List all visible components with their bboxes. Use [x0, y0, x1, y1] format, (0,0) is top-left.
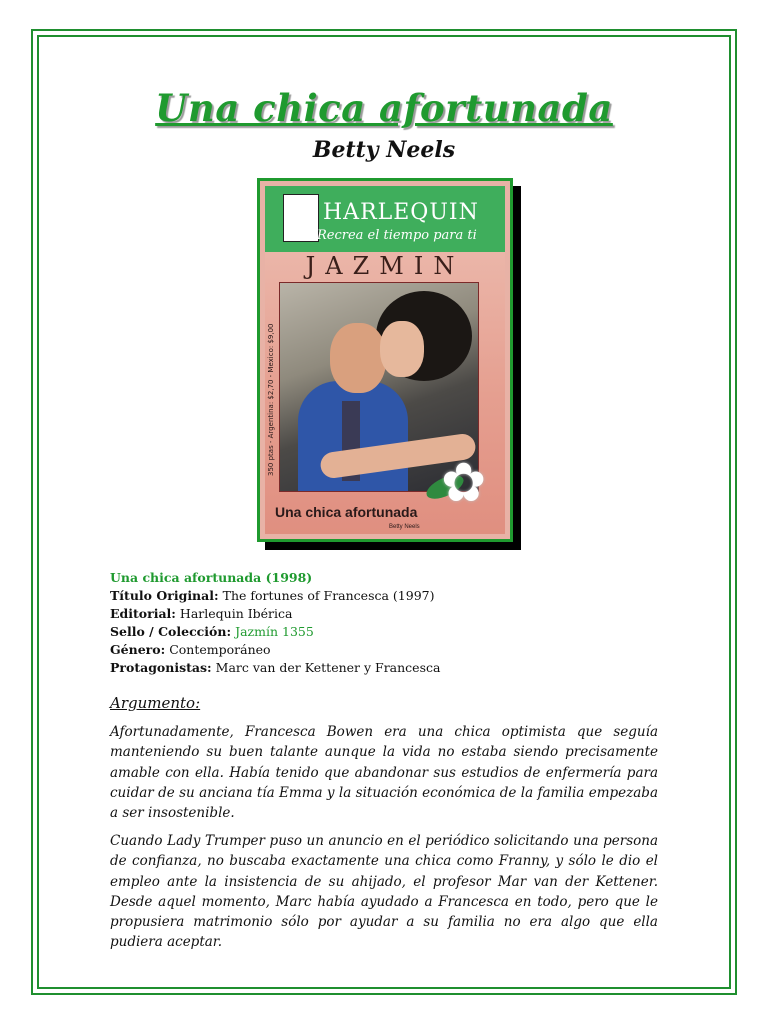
argument-paragraph-2: Cuando Lady Trumper puso un anuncio en el periódico solicitando una persona de confianza, no buscaba exactamente una chica como Franny, y sólo le dio el empleo ante la insistencia de su ahijado, el profesor Mar van der Kettener. Desde aquel momento, Marc había ayudado a Francesca en todo, pero que le propusiera matrimonio sólo por ayudar a su familia no era algo que ella pudiera aceptar. [110, 833, 658, 951]
cover-title: Una chica afortunada [275, 504, 418, 520]
book-details [110, 569, 440, 677]
protagonists-value: Marc van der Kettener y Francesca [215, 660, 441, 675]
photo-man-face [330, 323, 386, 393]
collection-label: Sello / Colección: [110, 624, 232, 639]
details-headline: Una chica afortunada (1998) [110, 570, 313, 585]
genre-label: Género: [110, 642, 166, 657]
protagonists-label: Protagonistas: [110, 660, 212, 675]
cover-brand-band [265, 186, 505, 252]
details-original-title [110, 587, 440, 605]
photo-woman-face [380, 321, 424, 377]
argument-paragraph-1: Afortunadamente, Francesca Bowen era una chica optimista que seguía manteniendo su buen talante aunque la vida no estaba siendo precisamente amable con ella. Había tenido que abandonar sus estudios de enfermería para cuidar de su anciana tía Emma y la situación económica de la familia empezaba a ser insostenible. [110, 724, 658, 822]
book-title: Una chica afortunada [155, 86, 613, 130]
original-title-label: Título Original: [110, 588, 219, 603]
original-title-value: The fortunes of Francesca (1997) [222, 588, 435, 603]
jasmine-flower-icon: ✿ [441, 451, 487, 514]
cover-price-text: 350 ptas - Argentina: $2,70 - Mexico: $9,00 [267, 323, 275, 476]
details-collection [110, 623, 440, 641]
book-author: Betty Neels [312, 137, 456, 163]
cover-background [265, 186, 505, 534]
details-publisher [110, 605, 440, 623]
details-protagonists [110, 659, 440, 677]
cover-series: JAZMIN [305, 252, 465, 280]
book-cover-image [257, 178, 513, 542]
publisher-value: Harlequin Ibérica [179, 606, 293, 621]
cover-author: Betty Neels [389, 524, 420, 530]
publisher-label: Editorial: [110, 606, 176, 621]
cover-brand: HARLEQUIN [323, 200, 479, 225]
cover-tagline: Recrea el tiempo para ti [317, 228, 477, 243]
collection-value: Jazmín 1355 [235, 624, 314, 639]
harlequin-logo-icon [283, 194, 319, 242]
genre-value: Contemporáneo [169, 642, 271, 657]
argument-heading: Argumento: [110, 694, 201, 712]
details-genre [110, 641, 440, 659]
